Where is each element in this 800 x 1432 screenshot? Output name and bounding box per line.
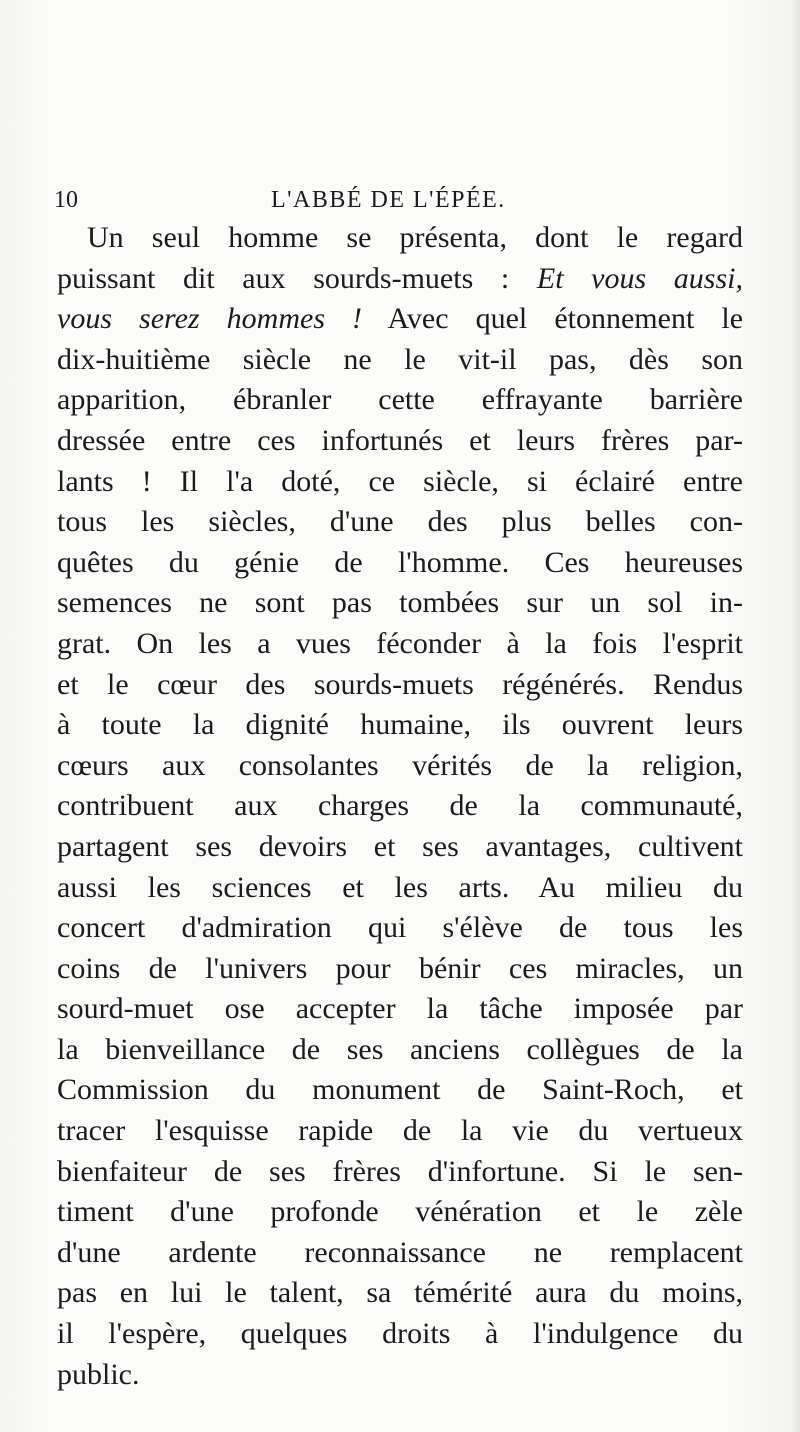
text-line: pas en lui le talent, sa témérité aura du moins, [57,1276,743,1310]
text-line [57,299,743,340]
text-line: public. [57,1357,140,1391]
text-line: dressée entre ces infortunés et leurs frères par- [57,423,743,457]
text-line: dix-huitième siècle ne le vit-il pas, dès son [57,342,743,376]
text-line: Un seul homme se présenta, dont le regard [87,221,743,254]
text-line: il l'espère, quelques droits à l'indulgence du [57,1317,743,1351]
text-line [57,259,743,300]
text-line: aussi les sciences et les arts. Au milieu du [57,870,743,904]
text-line: et le cœur des sourds-muets régénérés. Rendus [57,667,743,701]
text-line: contribuent aux charges de la communauté, [57,789,743,823]
text-segment: puissant dit aux sourds-muets : [57,261,537,295]
italic-quote: vous serez hommes ! [57,302,363,336]
text-segment: Avec quel étonnement le [362,302,744,336]
text-line: apparition, ébranler cette effrayante barrière [57,383,743,417]
text-line: tracer l'esquisse rapide de la vie du vertueux [57,1114,743,1148]
text-line: bienfaiteur de ses frères d'infortune. Si le sen- [57,1154,743,1188]
text-line: d'une ardente reconnaissance ne remplacent [57,1235,743,1269]
italic-quote: Et vous aussi, [536,261,743,295]
text-line: timent d'une profonde vénération et le zèle [57,1195,743,1229]
text-line: sourd-muet ose accepter la tâche imposée par [57,992,743,1026]
text-line: Commission du monument de Saint-Roch, et [57,1073,743,1107]
text-line: partagent ses devoirs et ses avantages, cultivent [57,829,743,863]
text-line: tous les siècles, d'une des plus belles con- [57,505,743,539]
page-edge-shadow [792,0,800,1432]
text-line: concert d'admiration qui s'élève de tous les [57,911,743,945]
text-line: la bienveillance de ses anciens collègues de la [57,1032,743,1066]
text-line: cœurs aux consolantes vérités de la religion, [57,748,743,782]
running-header [54,182,744,218]
running-title: L'ABBÉ DE L'ÉPÉE. [271,187,506,213]
body-paragraph [57,218,743,1395]
text-line: à toute la dignité humaine, ils ouvrent leurs [57,708,743,742]
text-line: lants ! Il l'a doté, ce siècle, si éclairé entre [57,464,743,498]
text-line: quêtes du génie de l'homme. Ces heureuses [57,545,743,579]
text-line: coins de l'univers pour bénir ces miracles, un [57,951,743,985]
text-line: grat. On les a vues féconder à la fois l'esprit [57,626,743,660]
page-number: 10 [54,187,78,213]
text-line: semences ne sont pas tombées sur un sol in- [57,586,743,620]
